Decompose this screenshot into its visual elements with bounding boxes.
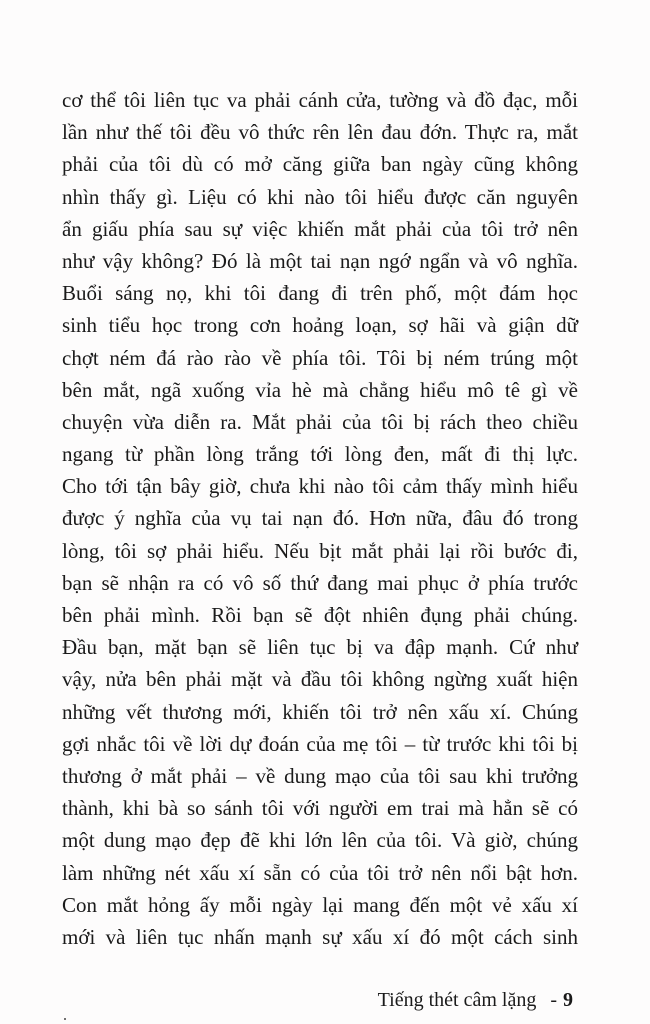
text-line: gợi nhắc tôi về lời dự đoán của mẹ tôi – từ trước khi tôi bị <box>62 731 578 756</box>
scan-speck <box>64 1018 66 1020</box>
page-number: 9 <box>563 989 573 1011</box>
text-line: nhìn thấy gì. Liệu có khi nào tôi hiểu được căn nguyên <box>62 184 578 209</box>
text-line: cơ thể tôi liên tục va phải cánh cửa, tường và đồ đạc, mỗi <box>62 88 578 112</box>
text-line: một dung mạo đẹp đẽ khi lớn lên của tôi. Và giờ, chúng <box>62 828 578 853</box>
text-line: chợt ném đá rào rào về phía tôi. Tôi bị ném trúng một <box>62 345 578 370</box>
text-line: ẩn giấu phía sau sự việc khiến mắt phải của tôi trở nên <box>62 216 578 241</box>
text-line: vậy, nửa bên phải mặt và đầu tôi không ngừng xuất hiện <box>62 667 578 692</box>
text-line: được ý nghĩa của vụ tai nạn đó. Hơn nữa, đâu đó trong <box>62 506 578 531</box>
text-line: thành, khi bà so sánh tôi với người em trai mà hẳn sẽ có <box>62 796 578 821</box>
text-line: như vậy không? Đó là một tai nạn ngớ ngẩn và vô nghĩa. <box>62 248 578 273</box>
text-line: phải của tôi dù có mở căng giữa ban ngày cũng không <box>62 152 578 177</box>
text-line: mới và liên tục nhấn mạnh sự xấu xí đó một cách sinh <box>62 924 578 949</box>
text-line: sinh tiểu học trong cơn hoảng loạn, sợ hãi và giận dữ <box>62 313 578 338</box>
text-line: bên mắt, ngã xuống vỉa hè mà chẳng hiểu mô tê gì về <box>62 377 578 402</box>
text-line: chuyện vừa diễn ra. Mắt phải của tôi bị rách theo chiều <box>62 409 578 434</box>
text-line: Buổi sáng nọ, khi tôi đang đi trên phố, một đám học <box>62 281 578 306</box>
text-line: bên phải mình. Rồi bạn sẽ đột nhiên đụng phải chúng. <box>62 603 578 627</box>
book-title: Tiếng thét câm lặng <box>377 989 537 1011</box>
text-line: Con mắt hỏng ấy mỗi ngày lại mang đến một vẻ xấu xí <box>62 892 578 917</box>
footer-separator: - <box>550 989 557 1011</box>
text-line: làm những nét xấu xí sẵn có của tôi trở nên nổi bật hơn. <box>62 860 578 885</box>
text-line: Đầu bạn, mặt bạn sẽ liên tục bị va đập mạnh. Cứ như <box>62 635 578 660</box>
text-line: lần như thế tôi đều vô thức rên lên đau đớn. Thực ra, mắt <box>62 120 578 145</box>
text-line: thương ở mắt phải – về dung mạo của tôi sau khi trưởng <box>62 763 578 788</box>
text-line: bạn sẽ nhận ra có vô số thứ đang mai phục ở phía trước <box>62 570 578 595</box>
text-line: ngang từ phần lòng trắng tới lòng đen, mất đi thị lực. <box>62 442 578 467</box>
text-line: Cho tới tận bây giờ, chưa khi nào tôi cảm thấy mình hiểu <box>62 474 578 499</box>
text-line: lòng, tôi sợ phải hiểu. Nếu bịt mắt phải lại rồi bước đi, <box>62 538 578 563</box>
text-line: những vết thương mới, khiến tôi trở nên xấu xí. Chúng <box>62 699 578 724</box>
body-text <box>62 84 578 953</box>
running-footer <box>378 989 573 1012</box>
